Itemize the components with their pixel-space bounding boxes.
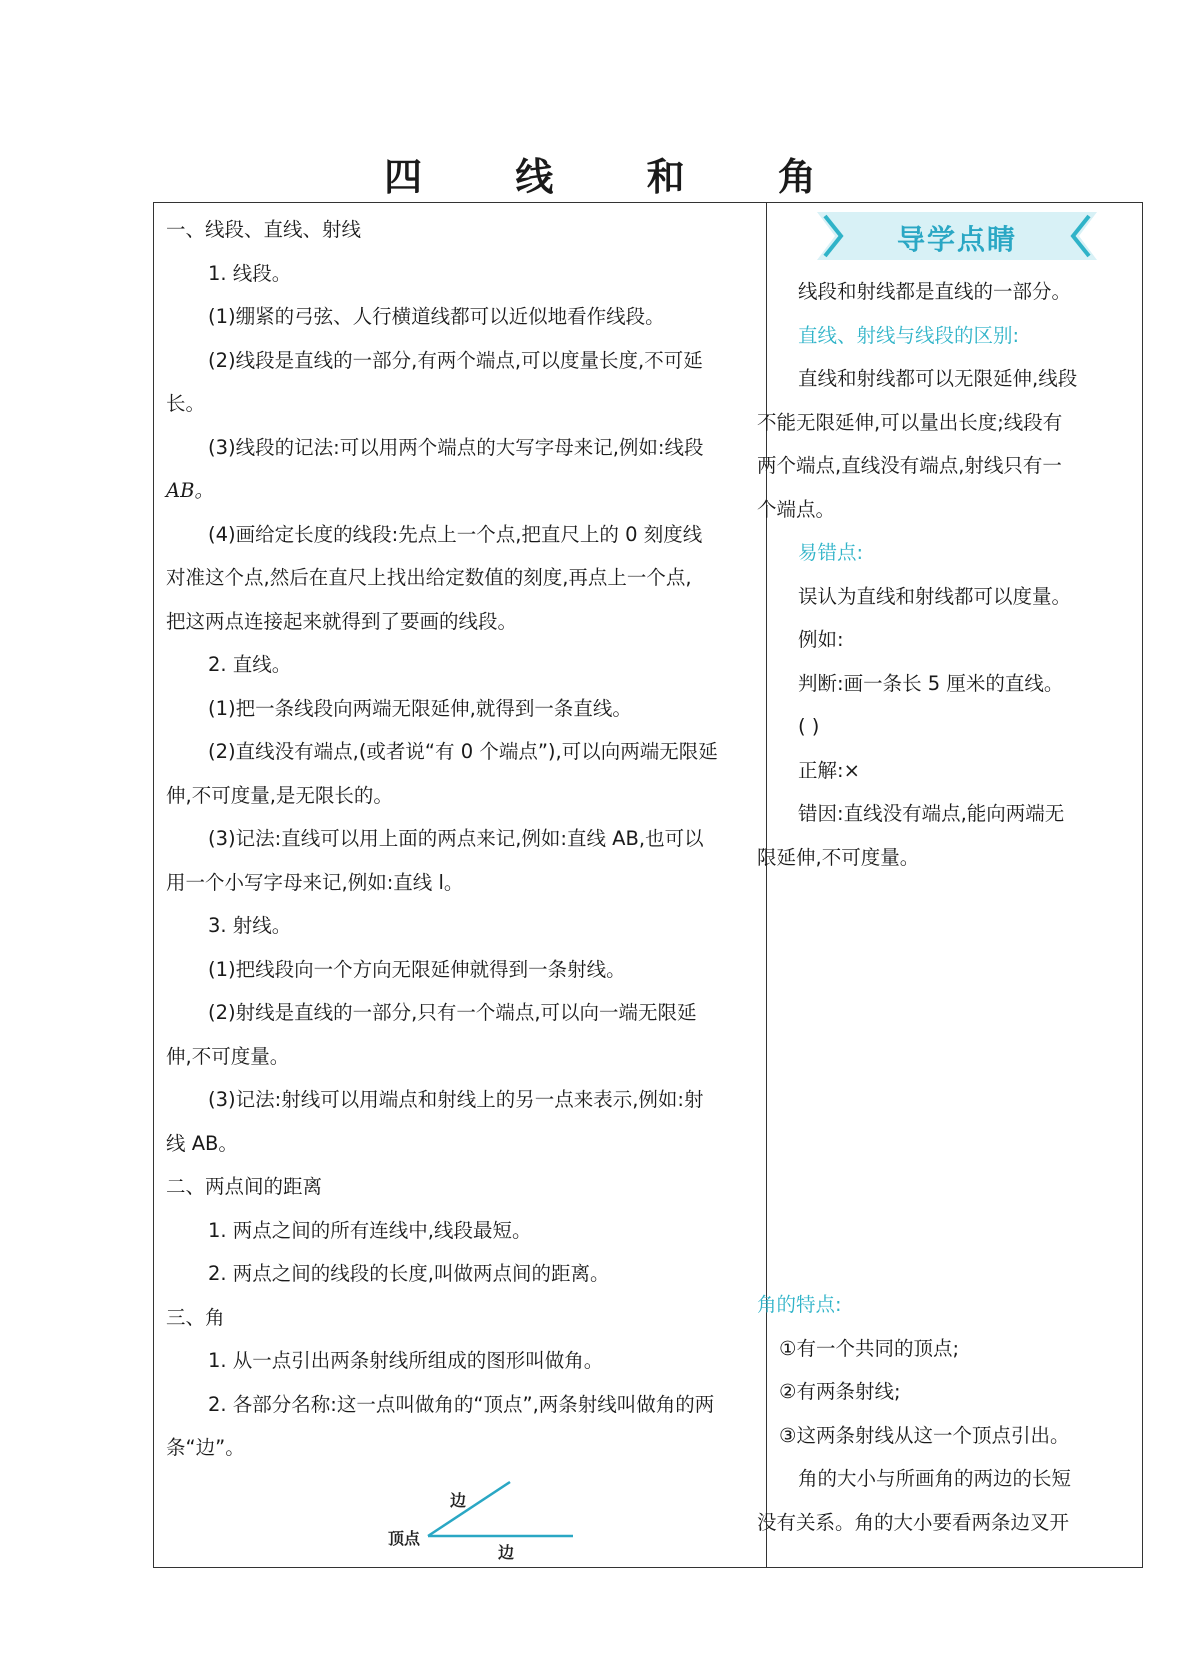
angle-diagram	[388, 1462, 588, 1562]
text-line: 2. 两点之间的线段的长度,叫做两点间的距离。	[208, 1262, 610, 1285]
tip-line: 正解:×	[798, 758, 860, 782]
text-line: (2)射线是直线的一部分,只有一个端点,可以向一端无限延	[208, 1001, 697, 1024]
angle-features-block	[757, 1283, 1133, 1544]
text-line: AB。	[166, 479, 214, 502]
angle-feature-item: ②有两条射线;	[779, 1380, 901, 1403]
study-tips-column	[757, 208, 1133, 879]
text-line: (4)画给定长度的线段:先点上一个点,把直尺上的 0 刻度线	[208, 522, 703, 546]
tip-heading: 直线、射线与线段的区别:	[798, 323, 1020, 347]
section-heading: 一、线段、直线、射线	[166, 218, 362, 241]
text-line: (3)线段的记法:可以用两个端点的大写字母来记,例如:线段	[208, 435, 704, 459]
text-line: (3)记法:直线可以用上面的两点来记,例如:直线 AB,也可以	[208, 827, 704, 850]
main-notes-column	[166, 208, 754, 1470]
text-line: 线 AB。	[166, 1131, 238, 1155]
page-title: 四 线 和 角	[384, 155, 856, 199]
angle-features-heading: 角的特点:	[757, 1293, 842, 1316]
tip-line: 个端点。	[757, 497, 836, 521]
text-line: 把这两点连接起来就得到了要画的线段。	[166, 609, 518, 633]
tip-line: 不能无限延伸,可以量出长度;线段有	[757, 410, 1063, 434]
tips-banner	[817, 212, 1097, 260]
tip-line: 线段和射线都是直线的一部分。	[798, 280, 1072, 303]
text-line: (2)直线没有端点,(或者说“有 0 个端点”),可以向两端无限延	[208, 740, 718, 763]
text-line: 条“边”。	[166, 1436, 245, 1459]
angle-feature-item: ①有一个共同的顶点;	[779, 1336, 960, 1360]
text-line: (2)线段是直线的一部分,有两个端点,可以度量长度,不可延	[208, 348, 703, 372]
subheading: 3. 射线。	[208, 914, 292, 937]
tip-line: 限延伸,不可度量。	[757, 845, 920, 869]
tip-line: 角的大小与所画角的两边的长短	[798, 1467, 1072, 1490]
tip-line: 例如:	[798, 628, 844, 651]
text-line: 长。	[166, 392, 206, 415]
tip-line: 错因:直线没有端点,能向两端无	[798, 802, 1065, 825]
text-line: 1. 两点之间的所有连线中,线段最短。	[208, 1218, 532, 1242]
side-label-upper: 边	[450, 1491, 467, 1510]
text-line: (1)绷紧的弓弦、人行横道线都可以近似地看作线段。	[208, 305, 665, 328]
tip-line: 判断:画一条长 5 厘米的直线。	[798, 671, 1064, 695]
section-heading: 二、两点间的距离	[166, 1175, 323, 1198]
tip-line: 直线和射线都可以无限延伸,线段	[798, 367, 1078, 390]
section-heading: 三、角	[166, 1305, 225, 1329]
subheading: 1. 线段。	[208, 261, 292, 285]
text-line: 2. 各部分名称:这一点叫做角的“顶点”,两条射线叫做角的两	[208, 1392, 715, 1416]
text-line: 伸,不可度量。	[166, 1044, 290, 1068]
text-line: 1. 从一点引出两条射线所组成的图形叫做角。	[208, 1349, 604, 1372]
tip-line: 没有关系。角的大小要看两条边叉开	[757, 1510, 1070, 1534]
tip-heading: 易错点:	[798, 541, 864, 564]
text-line: (1)把线段向一个方向无限延伸就得到一条射线。	[208, 957, 626, 981]
text-line: (1)把一条线段向两端无限延伸,就得到一条直线。	[208, 696, 632, 720]
text-line: 伸,不可度量,是无限长的。	[166, 783, 393, 807]
text-line: 用一个小写字母来记,例如:直线 l。	[166, 870, 464, 894]
tip-line: 误认为直线和射线都可以度量。	[798, 584, 1072, 608]
tip-line: ( )	[798, 715, 820, 738]
subheading: 2. 直线。	[208, 653, 292, 676]
tip-line: 两个端点,直线没有端点,射线只有一	[757, 454, 1062, 477]
angle-feature-item: ③这两条射线从这一个顶点引出。	[779, 1423, 1070, 1447]
text-line: 对准这个点,然后在直尺上找出给定数值的刻度,再点上一个点,	[166, 566, 692, 589]
banner-title: 导学点睛	[896, 223, 1017, 256]
text-line: (3)记法:射线可以用端点和射线上的另一点来表示,例如:射	[208, 1088, 704, 1111]
side-label-lower: 边	[498, 1543, 515, 1562]
vertex-label: 顶点	[388, 1529, 421, 1548]
